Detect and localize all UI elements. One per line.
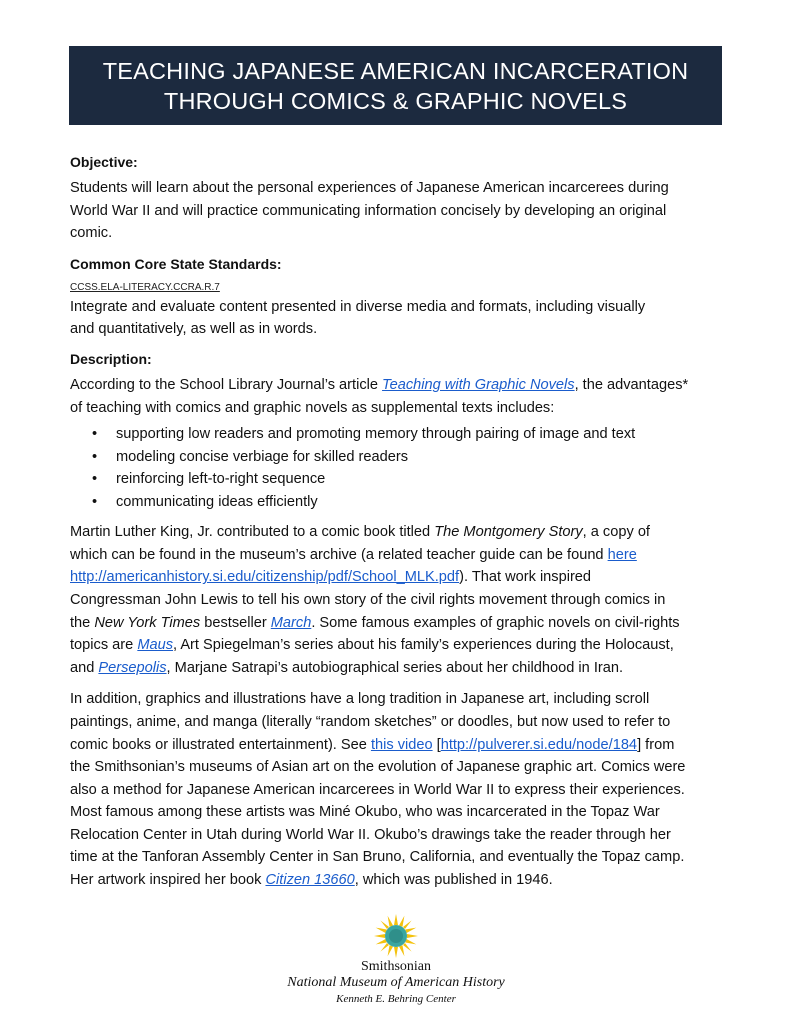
mlk-line [70, 634, 725, 657]
maus-link[interactable]: Maus [137, 637, 174, 654]
japan-line [70, 734, 725, 757]
objective-line: World War II and will practice communicating information concisely by developing an original [70, 202, 667, 219]
japan-line [70, 869, 725, 892]
list-item: • reinforcing left-to-right sequence [116, 468, 725, 491]
intro-text-end: , the advantages* [574, 376, 689, 393]
description-heading: Description: [70, 350, 152, 367]
standards-line: and quantitatively, as well as in words. [70, 321, 318, 338]
text: topics are [70, 637, 138, 654]
mlk-line: Congressman John Lewis to tell his own story of the civil rights movement through comics in [70, 591, 666, 608]
smithsonian-logo [276, 914, 516, 1018]
title-line-1: TEACHING JAPANESE AMERICAN INCARCERATION [102, 58, 689, 84]
text: which can be found in the museum’s archive (a related teacher guide can be found [70, 546, 608, 563]
japan-paragraph [70, 688, 725, 891]
japan-line: also a method for Japanese American incarcerees in World War II to express their experiences. [70, 781, 685, 798]
objective-line: Students will learn about the personal experiences of Japanese American incarcerees during [70, 180, 669, 196]
japan-line: paintings, anime, and manga (literally “random sketches” or doodles, but now used to refer to [70, 713, 671, 730]
logo-line-3: Kenneth E. Behring Center [336, 993, 456, 1005]
text: comic books or illustrated entertainment). See [70, 736, 371, 753]
japan-line: the Smithsonian’s museums of Asian art on the evolution of Japanese graphic art. Comics were [70, 759, 686, 776]
text: , a copy of [582, 524, 650, 541]
mlk-line [70, 657, 725, 680]
japan-line: Relocation Center in Utah during World War II. Okubo’s drawings take the reader through her [70, 826, 671, 843]
text: , which was published in 1946. [354, 872, 553, 889]
teacher-guide-url-link[interactable]: http://americanhistory.si.edu/citizenship/pdf/School_MLK.pdf [70, 569, 460, 586]
text: the [70, 614, 95, 631]
standards-heading: Common Core State Standards: [70, 255, 282, 272]
mlk-line [70, 521, 725, 544]
advantages-list [70, 423, 725, 513]
text: Martin Luther King, Jr. contributed to a comic book titled [70, 524, 435, 541]
text: bestseller [200, 614, 271, 631]
text: ] from [637, 736, 675, 753]
nyt-title: New York Times [94, 614, 201, 631]
description-intro-line-2: of teaching with comics and graphic novels as supplemental texts includes: [70, 399, 555, 416]
objective-line: comic. [70, 225, 113, 242]
title-line-2: THROUGH COMICS & GRAPHIC NOVELS [163, 88, 628, 114]
objective-text [70, 177, 725, 245]
japan-line: In addition, graphics and illustrations have a long tradition in Japanese art, including scroll [70, 691, 650, 708]
citizen-13660-link[interactable]: Citizen 13660 [265, 872, 355, 889]
text: [ [432, 736, 441, 753]
standard-code-link[interactable]: CCSS.ELA-LITERACY.CCRA.R.7 [70, 281, 220, 293]
smithsonian-sun-icon [374, 914, 418, 958]
logo-line-1: Smithsonian [360, 959, 431, 974]
description-intro-line [70, 374, 725, 397]
text: , Art Spiegelman’s series about his family’s experiences during the Holocaust, [173, 637, 674, 654]
persepolis-link[interactable]: Persepolis [98, 659, 167, 676]
teacher-guide-link[interactable]: here [607, 546, 637, 563]
intro-text: According to the School Library Journal’s article [70, 376, 383, 393]
standards-line: Integrate and evaluate content presented in diverse media and formats, including visually [70, 298, 646, 315]
text: , Marjane Satrapi’s autobiographical series about her childhood in Iran. [166, 659, 624, 676]
logo-line-2: National Museum of American History [287, 975, 505, 990]
pulverer-url-link[interactable]: http://pulverer.si.edu/node/184 [440, 736, 638, 753]
text: and [70, 659, 99, 676]
text: . Some famous examples of graphic novels on civil-rights [311, 614, 680, 631]
mlk-line [70, 566, 725, 589]
japan-line: time at the Tanforan Assembly Center in San Bruno, California, and eventually the Topaz camp. [70, 849, 685, 866]
slj-article-link[interactable]: Teaching with Graphic Novels [382, 376, 575, 393]
mlk-line [70, 612, 725, 635]
list-item: • modeling concise verbiage for skilled readers [116, 446, 725, 469]
objective-heading: Objective: [70, 154, 138, 170]
mlk-paragraph [70, 521, 725, 679]
montgomery-story-title: The Montgomery Story [434, 524, 583, 541]
text: Her artwork inspired her book [70, 872, 266, 889]
title-banner [69, 46, 722, 125]
standards-text [70, 296, 725, 341]
list-item: • supporting low readers and promoting memory through pairing of image and text [116, 423, 725, 446]
this-video-link[interactable]: this video [370, 736, 433, 753]
japan-line: Most famous among these artists was Miné Okubo, who was incarcerated in the Topaz War [70, 804, 660, 821]
text: ). That work inspired [459, 569, 592, 586]
mlk-line [70, 544, 725, 567]
march-link[interactable]: March [270, 614, 312, 631]
main-content [70, 152, 725, 892]
description-intro [70, 374, 725, 419]
list-item: • communicating ideas efficiently [116, 491, 725, 514]
